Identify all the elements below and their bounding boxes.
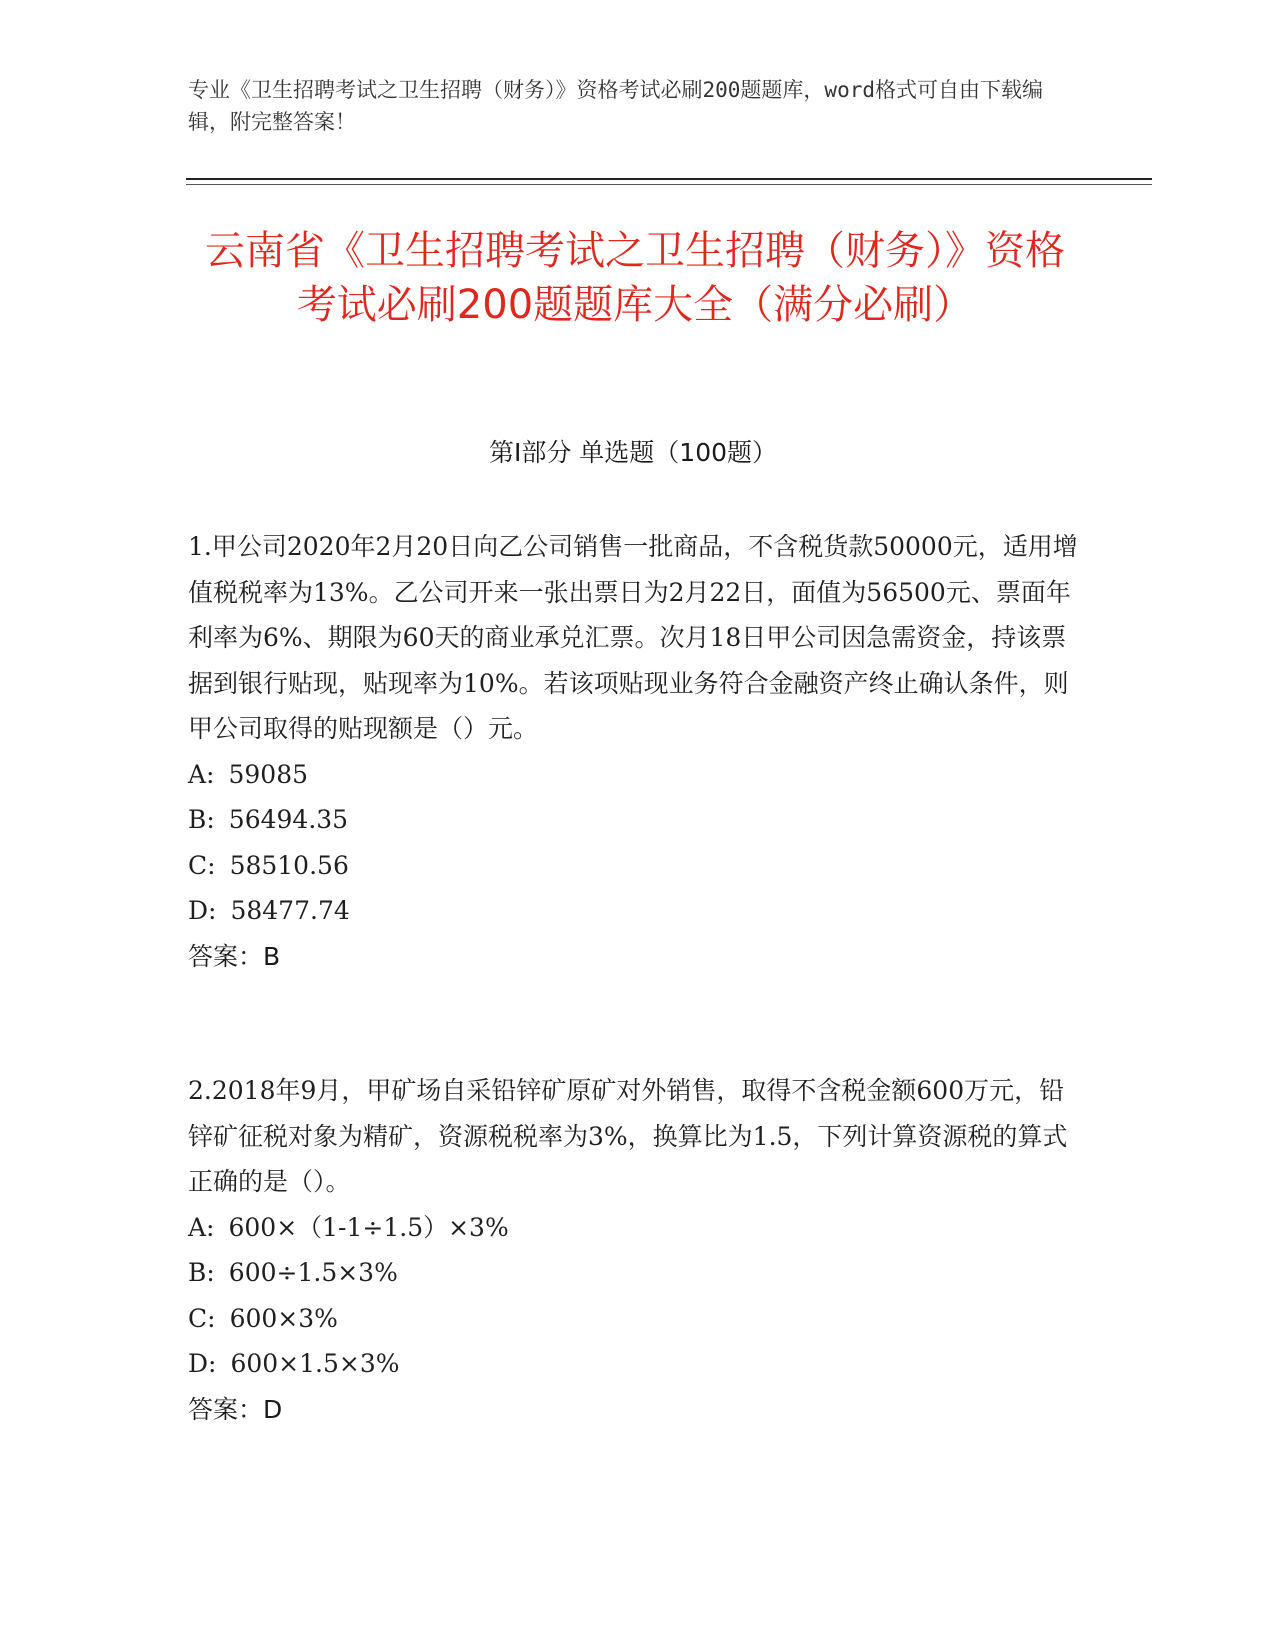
option-letter: D: [188,1349,217,1378]
option-letter: D: [188,896,217,925]
answer-label: 答案：B [188,941,281,971]
section-title: 第I部分 单选题（100题） [488,438,778,467]
option-letter: C: [188,1303,216,1333]
header-divider-thin [186,184,1152,185]
answer-label: 答案：D [188,1394,283,1424]
option-text: 58477.74 [230,896,350,925]
question-stem: 1.甲公司2020年2月20日向乙公司销售一批商品，不含税货款50000元，适用增值税税率为13%。乙公司开来一张出票日为2月22日，面值为56500元、票面年利率为6%、期限为60天的商业承兑汇票。次月18日甲公司因急需资金，持该票据到银行贴现，贴现率为10%。若该项贴现业务符合金融资产终止确认条件，则甲公司取得的贴现额是（）元。 [188,532,1078,743]
question-block [188,524,1078,979]
option-a [188,752,1078,798]
question-stem: 2.2018年9月，甲矿场自采铅锌矿原矿对外销售，取得不含税金额600万元，铅锌矿征税对象为精矿，资源税税率为3%，换算比为1.5，下列计算资源税的算式正确的是（）。 [188,1076,1068,1196]
option-letter: A: [188,759,215,789]
option-letter: A: [188,1212,215,1242]
option-text: 59085 [228,759,309,789]
option-text: 600×（1-1÷1.5）×3% [228,1212,509,1242]
option-letter: C: [188,850,216,880]
option-letter: B: [188,1258,215,1287]
header-divider-thick [186,178,1152,180]
option-c [188,1296,1078,1342]
option-letter: B: [188,805,215,834]
option-b [188,1250,1078,1296]
option-text: 600×1.5×3% [230,1349,400,1378]
option-d [188,888,1078,934]
option-text: 56494.35 [228,805,349,834]
header-note: 专业《卫生招聘考试之卫生招聘（财务）》资格考试必刷200题题库，word格式可自由下载编辑，附完整答案！ [188,78,1043,134]
option-text: 58510.56 [229,850,349,880]
option-a [188,1205,1078,1251]
document-title: 云南省《卫生招聘考试之卫生招聘（财务）》资格考试必刷200题题库大全（满分必刷） [205,228,1065,328]
option-text: 600×3% [229,1303,338,1333]
option-b [188,797,1078,843]
option-d [188,1341,1078,1387]
option-c [188,843,1078,889]
question-block [188,1068,1078,1432]
option-text: 600÷1.5×3% [228,1258,398,1287]
